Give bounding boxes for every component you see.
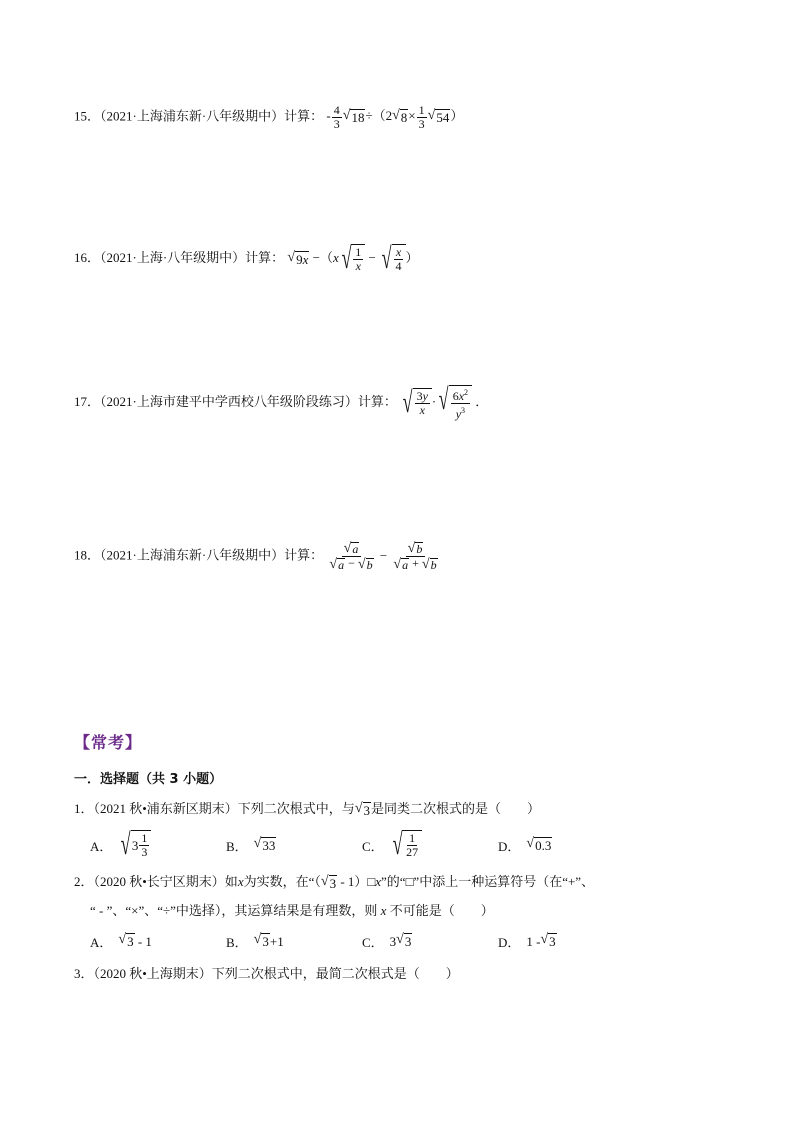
choice-2-option-c[interactable]: C． 3 √ 3	[362, 932, 412, 950]
choice-2-option-a[interactable]: A． √ 3 - 1	[90, 932, 152, 950]
choice-1-options	[90, 830, 634, 860]
question-17-suffix: ．	[475, 393, 489, 409]
choice-1-option-b[interactable]: B． √ 33	[226, 835, 276, 854]
choice-2-option-d[interactable]: D． 1 - √ 3	[498, 932, 556, 950]
section-title: 一．选择题（共 3 小题）	[74, 772, 223, 787]
question-18-prefix: 18．（2021·上海浦东新·八年级期中）计算：	[74, 547, 324, 563]
question-16	[74, 244, 419, 274]
choice-1-suffix: 是同类二次根式的是（ ）	[371, 801, 541, 816]
question-16-expression: √ 9 x −（x √ $\frac{1}{x}$ − √ $\frac{x}{4}$ ）	[287, 242, 419, 275]
question-18	[74, 542, 441, 572]
choice-question-2-line-2: “ - ”、“×”、“÷”中选择），其运算结果是有理数，则 x 不可能是（ ）	[90, 903, 494, 918]
question-15-prefix: 15．（2021·上海浦东新·八年级期中）计算：	[74, 108, 324, 124]
choice-question-1	[74, 801, 540, 819]
question-17-prefix: 17．（2021·上海市建平中学西校八年级阶段练习）计算：	[74, 393, 397, 409]
choice-question-2-line-1: 2．（2020 秋•长宁区期末）如x为实数，在“（ √ 3 - 1）□x”的“□”中添上一种运算符号（在“+”、	[74, 873, 595, 891]
question-17	[74, 385, 488, 421]
question-18-expression: √ a √ a − √ b − √ b √ a + √ b	[329, 541, 437, 572]
choice-question-3: 3．（2020 秋•上海期末）下列二次根式中，最简二次根式是（ ）	[74, 966, 459, 981]
question-16-prefix: 16．（2021·上海·八年级期中）计算：	[74, 249, 285, 265]
choice-1-prefix: 1．（2021 秋•浦东新区期末）下列二次根式中，与	[74, 801, 355, 816]
section-heading: 【常考】	[74, 733, 143, 752]
question-17-expression: √ $\frac{3y}{x}$ · √ $\frac{6x^2}{y^3}$	[400, 394, 475, 409]
choice-1-option-a[interactable]: A． √ 3 $\frac{1}{3}$	[90, 830, 226, 860]
choice-2-option-b[interactable]: B． √ 3 +1	[226, 932, 284, 950]
question-15	[74, 104, 463, 131]
choice-1-option-d[interactable]: D． √ 0.3	[498, 835, 552, 854]
choice-1-sqrt3: √ 3	[354, 800, 370, 818]
question-15-expression: - $\frac{4}{3}$ √ 18 ÷（2 √ 8 × $\frac{1}{3}$ √ 54 ）	[326, 103, 464, 131]
choice-1-option-c[interactable]: C． √ $\frac{1}{27}$	[362, 830, 498, 860]
choice-2-options	[90, 932, 634, 951]
